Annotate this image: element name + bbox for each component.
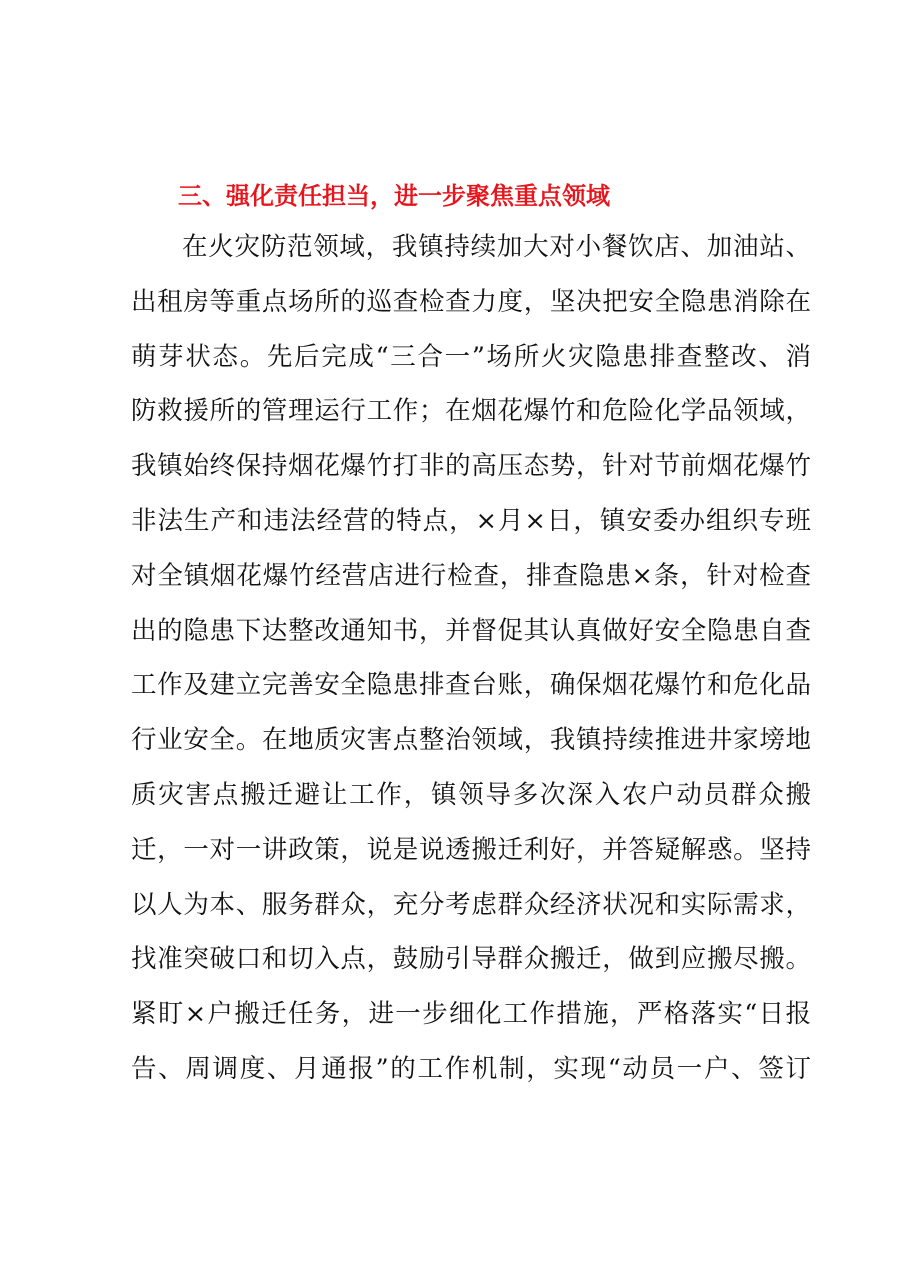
paragraph-line: 出的隐患下达整改通知书，并督促其认真做好安全隐患自查 (131, 615, 811, 646)
body-paragraph (131, 220, 811, 1097)
paragraph-line: 工作及建立完善安全隐患排查台账，确保烟花爆竹和危化品 (131, 670, 811, 701)
paragraph-line: 质灾害点搬迁避让工作，镇领导多次深入农户动员群众搬 (131, 779, 811, 810)
section-heading: 三、强化责任担当，进一步聚焦重点领域 (178, 182, 610, 210)
paragraph-line: 防救援所的管理运行工作；在烟花爆竹和危险化学品领域， (131, 396, 811, 427)
paragraph-line: 我镇始终保持烟花爆竹打非的高压态势，针对节前烟花爆竹 (131, 451, 811, 482)
paragraph-line: 找准突破口和切入点，鼓励引导群众搬迁，做到应搬尽搬。 (131, 944, 811, 975)
paragraph-line: 非法生产和违法经营的特点，×月×日，镇安委办组织专班 (131, 505, 811, 536)
paragraph-line: 在火灾防范领域，我镇持续加大对小餐饮店、加油站、 (182, 232, 811, 262)
paragraph-line: 紧盯×户搬迁任务，进一步细化工作措施，严格落实“日报 (131, 999, 811, 1030)
paragraph-line: 告、周调度、月通报”的工作机制，实现“动员一户、签订 (131, 1053, 811, 1084)
paragraph-line: 对全镇烟花爆竹经营店进行检查，排查隐患×条，针对检查 (131, 560, 811, 591)
paragraph-line: 以人为本、服务群众，充分考虑群众经济状况和实际需求， (131, 889, 811, 920)
paragraph-line: 萌芽状态。先后完成“三合一”场所火灾隐患排查整改、消 (131, 341, 811, 372)
paragraph-line: 迁，一对一讲政策，说是说透搬迁利好，并答疑解惑。坚持 (131, 834, 811, 865)
paragraph-line: 行业安全。在地质灾害点整治领域，我镇持续推进井家塝地 (131, 725, 811, 756)
paragraph-line: 出租房等重点场所的巡查检查力度，坚决把安全隐患消除在 (131, 286, 811, 317)
